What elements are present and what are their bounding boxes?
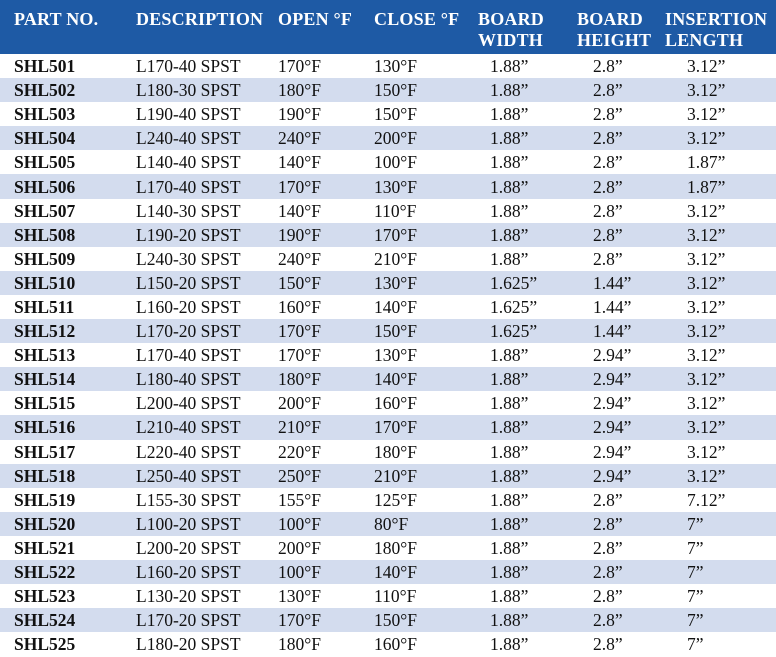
board-height-cell: 2.94” — [569, 415, 663, 439]
open-temp-cell: 180°F — [278, 632, 374, 656]
description-cell: L130-20 SPST — [132, 584, 278, 608]
part-no-cell: SHL518 — [0, 464, 132, 488]
board-width-cell: 1.88” — [476, 247, 569, 271]
open-temp-cell: 160°F — [278, 295, 374, 319]
description-cell: L170-40 SPST — [132, 343, 278, 367]
open-temp-cell: 170°F — [278, 319, 374, 343]
board-height-cell: 2.8” — [569, 584, 663, 608]
close-temp-cell: 100°F — [374, 150, 476, 174]
board-height-cell: 2.8” — [569, 223, 663, 247]
table-row — [0, 488, 776, 512]
insertion-length-cell: 3.12” — [663, 391, 776, 415]
open-temp-cell: 170°F — [278, 174, 374, 198]
close-temp-cell: 170°F — [374, 223, 476, 247]
description-cell: L155-30 SPST — [132, 488, 278, 512]
col-header-part-no-line2 — [0, 30, 132, 54]
table-row — [0, 150, 776, 174]
table-body — [0, 54, 776, 656]
table-row — [0, 391, 776, 415]
board-width-cell: 1.88” — [476, 199, 569, 223]
col-header-board-height-line2: HEIGHT — [569, 30, 663, 54]
col-header-open-line2 — [278, 30, 374, 54]
board-width-cell: 1.88” — [476, 102, 569, 126]
close-temp-cell: 150°F — [374, 78, 476, 102]
part-no-cell: SHL509 — [0, 247, 132, 271]
description-cell: L170-20 SPST — [132, 319, 278, 343]
board-height-cell: 2.8” — [569, 78, 663, 102]
table-row — [0, 102, 776, 126]
description-cell: L140-40 SPST — [132, 150, 278, 174]
part-no-cell: SHL507 — [0, 199, 132, 223]
close-temp-cell: 160°F — [374, 391, 476, 415]
table-row — [0, 440, 776, 464]
board-height-cell: 2.8” — [569, 126, 663, 150]
part-no-cell: SHL504 — [0, 126, 132, 150]
open-temp-cell: 130°F — [278, 584, 374, 608]
insertion-length-cell: 3.12” — [663, 464, 776, 488]
insertion-length-cell: 3.12” — [663, 126, 776, 150]
insertion-length-cell: 7” — [663, 512, 776, 536]
board-height-cell: 2.94” — [569, 391, 663, 415]
table-row — [0, 295, 776, 319]
part-no-cell: SHL511 — [0, 295, 132, 319]
board-height-cell: 1.44” — [569, 319, 663, 343]
board-width-cell: 1.88” — [476, 415, 569, 439]
insertion-length-cell: 3.12” — [663, 415, 776, 439]
part-no-cell: SHL517 — [0, 440, 132, 464]
part-no-cell: SHL505 — [0, 150, 132, 174]
table-row — [0, 54, 776, 78]
close-temp-cell: 150°F — [374, 102, 476, 126]
close-temp-cell: 150°F — [374, 608, 476, 632]
open-temp-cell: 100°F — [278, 512, 374, 536]
insertion-length-cell: 3.12” — [663, 102, 776, 126]
open-temp-cell: 210°F — [278, 415, 374, 439]
part-no-cell: SHL513 — [0, 343, 132, 367]
open-temp-cell: 150°F — [278, 271, 374, 295]
description-cell: L240-30 SPST — [132, 247, 278, 271]
description-cell: L200-40 SPST — [132, 391, 278, 415]
part-no-cell: SHL521 — [0, 536, 132, 560]
close-temp-cell: 80°F — [374, 512, 476, 536]
table-row — [0, 247, 776, 271]
close-temp-cell: 140°F — [374, 560, 476, 584]
table-row — [0, 415, 776, 439]
description-cell: L210-40 SPST — [132, 415, 278, 439]
part-no-cell: SHL506 — [0, 174, 132, 198]
insertion-length-cell: 1.87” — [663, 150, 776, 174]
open-temp-cell: 200°F — [278, 536, 374, 560]
board-width-cell: 1.88” — [476, 126, 569, 150]
description-cell: L170-20 SPST — [132, 608, 278, 632]
board-height-cell: 1.44” — [569, 271, 663, 295]
col-header-board-width: BOARD — [476, 0, 569, 30]
board-height-cell: 1.44” — [569, 295, 663, 319]
insertion-length-cell: 3.12” — [663, 247, 776, 271]
board-width-cell: 1.88” — [476, 150, 569, 174]
part-no-cell: SHL519 — [0, 488, 132, 512]
table-row — [0, 632, 776, 656]
part-no-cell: SHL523 — [0, 584, 132, 608]
table-row — [0, 319, 776, 343]
insertion-length-cell: 7” — [663, 560, 776, 584]
board-height-cell: 2.8” — [569, 174, 663, 198]
insertion-length-cell: 3.12” — [663, 343, 776, 367]
col-header-insertion-length-line2: LENGTH — [663, 30, 776, 54]
close-temp-cell: 140°F — [374, 295, 476, 319]
open-temp-cell: 140°F — [278, 150, 374, 174]
insertion-length-cell: 3.12” — [663, 367, 776, 391]
board-height-cell: 2.8” — [569, 488, 663, 512]
open-temp-cell: 240°F — [278, 247, 374, 271]
table-row — [0, 464, 776, 488]
open-temp-cell: 155°F — [278, 488, 374, 512]
open-temp-cell: 250°F — [278, 464, 374, 488]
insertion-length-cell: 7” — [663, 632, 776, 656]
part-no-cell: SHL524 — [0, 608, 132, 632]
board-width-cell: 1.88” — [476, 391, 569, 415]
description-cell: L160-20 SPST — [132, 295, 278, 319]
board-height-cell: 2.94” — [569, 367, 663, 391]
table-row — [0, 174, 776, 198]
description-cell: L250-40 SPST — [132, 464, 278, 488]
col-header-close-line2 — [374, 30, 476, 54]
insertion-length-cell: 3.12” — [663, 440, 776, 464]
board-width-cell: 1.88” — [476, 464, 569, 488]
close-temp-cell: 130°F — [374, 271, 476, 295]
open-temp-cell: 170°F — [278, 608, 374, 632]
insertion-length-cell: 3.12” — [663, 78, 776, 102]
part-no-cell: SHL525 — [0, 632, 132, 656]
part-no-cell: SHL516 — [0, 415, 132, 439]
board-height-cell: 2.8” — [569, 150, 663, 174]
board-width-cell: 1.88” — [476, 560, 569, 584]
col-header-insertion-length: INSERTION — [663, 0, 776, 30]
description-cell: L170-40 SPST — [132, 54, 278, 78]
close-temp-cell: 210°F — [374, 464, 476, 488]
part-no-cell: SHL503 — [0, 102, 132, 126]
board-height-cell: 2.8” — [569, 560, 663, 584]
table-header — [0, 0, 776, 54]
table-row — [0, 608, 776, 632]
col-header-open: OPEN °F — [278, 0, 374, 30]
table-row — [0, 367, 776, 391]
close-temp-cell: 150°F — [374, 319, 476, 343]
board-width-cell: 1.625” — [476, 295, 569, 319]
description-cell: L100-20 SPST — [132, 512, 278, 536]
board-height-cell: 2.94” — [569, 464, 663, 488]
insertion-length-cell: 3.12” — [663, 295, 776, 319]
description-cell: L190-20 SPST — [132, 223, 278, 247]
col-header-description: DESCRIPTION — [132, 0, 278, 30]
part-no-cell: SHL515 — [0, 391, 132, 415]
board-width-cell: 1.88” — [476, 512, 569, 536]
description-cell: L160-20 SPST — [132, 560, 278, 584]
description-cell: L180-20 SPST — [132, 632, 278, 656]
open-temp-cell: 100°F — [278, 560, 374, 584]
close-temp-cell: 180°F — [374, 536, 476, 560]
description-cell: L150-20 SPST — [132, 271, 278, 295]
table-row — [0, 343, 776, 367]
open-temp-cell: 220°F — [278, 440, 374, 464]
description-cell: L200-20 SPST — [132, 536, 278, 560]
close-temp-cell: 170°F — [374, 415, 476, 439]
board-width-cell: 1.88” — [476, 488, 569, 512]
board-width-cell: 1.88” — [476, 632, 569, 656]
description-cell: L170-40 SPST — [132, 174, 278, 198]
open-temp-cell: 170°F — [278, 54, 374, 78]
board-width-cell: 1.88” — [476, 174, 569, 198]
col-header-board-height: BOARD — [569, 0, 663, 30]
table-row — [0, 223, 776, 247]
board-width-cell: 1.88” — [476, 343, 569, 367]
board-height-cell: 2.8” — [569, 536, 663, 560]
col-header-part-no: PART NO. — [0, 0, 132, 30]
table-row — [0, 78, 776, 102]
insertion-length-cell: 3.12” — [663, 199, 776, 223]
open-temp-cell: 140°F — [278, 199, 374, 223]
open-temp-cell: 170°F — [278, 343, 374, 367]
board-height-cell: 2.94” — [569, 440, 663, 464]
table-row — [0, 126, 776, 150]
col-header-close: CLOSE °F — [374, 0, 476, 30]
board-width-cell: 1.88” — [476, 54, 569, 78]
close-temp-cell: 110°F — [374, 584, 476, 608]
board-width-cell: 1.625” — [476, 271, 569, 295]
close-temp-cell: 130°F — [374, 54, 476, 78]
insertion-length-cell: 3.12” — [663, 54, 776, 78]
board-width-cell: 1.88” — [476, 608, 569, 632]
close-temp-cell: 130°F — [374, 174, 476, 198]
table-row — [0, 271, 776, 295]
table-row — [0, 512, 776, 536]
table-row — [0, 584, 776, 608]
board-width-cell: 1.88” — [476, 440, 569, 464]
insertion-length-cell: 3.12” — [663, 319, 776, 343]
part-no-cell: SHL522 — [0, 560, 132, 584]
col-header-board-width-line2: WIDTH — [476, 30, 569, 54]
close-temp-cell: 200°F — [374, 126, 476, 150]
insertion-length-cell: 7” — [663, 608, 776, 632]
close-temp-cell: 210°F — [374, 247, 476, 271]
insertion-length-cell: 7” — [663, 584, 776, 608]
close-temp-cell: 160°F — [374, 632, 476, 656]
board-height-cell: 2.8” — [569, 102, 663, 126]
board-width-cell: 1.88” — [476, 367, 569, 391]
insertion-length-cell: 7” — [663, 536, 776, 560]
part-no-cell: SHL520 — [0, 512, 132, 536]
close-temp-cell: 125°F — [374, 488, 476, 512]
board-width-cell: 1.88” — [476, 78, 569, 102]
board-height-cell: 2.8” — [569, 512, 663, 536]
insertion-length-cell: 7.12” — [663, 488, 776, 512]
part-no-cell: SHL501 — [0, 54, 132, 78]
description-cell: L190-40 SPST — [132, 102, 278, 126]
open-temp-cell: 190°F — [278, 102, 374, 126]
part-no-cell: SHL502 — [0, 78, 132, 102]
description-cell: L140-30 SPST — [132, 199, 278, 223]
board-height-cell: 2.8” — [569, 54, 663, 78]
close-temp-cell: 140°F — [374, 367, 476, 391]
board-width-cell: 1.88” — [476, 584, 569, 608]
board-height-cell: 2.8” — [569, 608, 663, 632]
insertion-length-cell: 3.12” — [663, 223, 776, 247]
board-height-cell: 2.8” — [569, 199, 663, 223]
description-cell: L180-30 SPST — [132, 78, 278, 102]
open-temp-cell: 180°F — [278, 367, 374, 391]
table-row — [0, 536, 776, 560]
board-width-cell: 1.88” — [476, 536, 569, 560]
board-height-cell: 2.94” — [569, 343, 663, 367]
close-temp-cell: 130°F — [374, 343, 476, 367]
close-temp-cell: 110°F — [374, 199, 476, 223]
part-no-cell: SHL512 — [0, 319, 132, 343]
part-no-cell: SHL508 — [0, 223, 132, 247]
insertion-length-cell: 3.12” — [663, 271, 776, 295]
open-temp-cell: 240°F — [278, 126, 374, 150]
table-row — [0, 199, 776, 223]
open-temp-cell: 190°F — [278, 223, 374, 247]
col-header-description-line2 — [132, 30, 278, 54]
part-no-cell: SHL514 — [0, 367, 132, 391]
description-cell: L240-40 SPST — [132, 126, 278, 150]
description-cell: L180-40 SPST — [132, 367, 278, 391]
board-width-cell: 1.88” — [476, 223, 569, 247]
board-width-cell: 1.625” — [476, 319, 569, 343]
part-no-cell: SHL510 — [0, 271, 132, 295]
open-temp-cell: 180°F — [278, 78, 374, 102]
board-height-cell: 2.8” — [569, 247, 663, 271]
board-height-cell: 2.8” — [569, 632, 663, 656]
close-temp-cell: 180°F — [374, 440, 476, 464]
table-row — [0, 560, 776, 584]
description-cell: L220-40 SPST — [132, 440, 278, 464]
open-temp-cell: 200°F — [278, 391, 374, 415]
insertion-length-cell: 1.87” — [663, 174, 776, 198]
